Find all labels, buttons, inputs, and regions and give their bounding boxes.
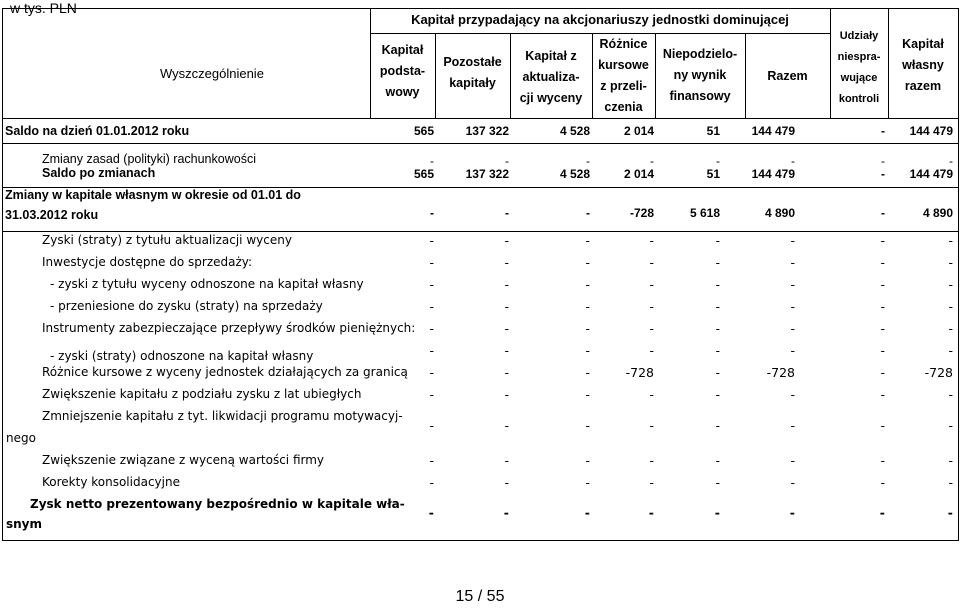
cell-value: - (650, 154, 654, 168)
cell-value: - (880, 418, 885, 433)
cell-value: - (649, 343, 654, 358)
column-header-line: ny wynik (673, 68, 727, 82)
cell-value: - (429, 453, 434, 468)
cell-value: - (504, 277, 509, 292)
cell-value: - (948, 321, 953, 336)
cell-value: - (880, 387, 885, 402)
cell-value: - (715, 418, 720, 433)
cell-value: - (948, 475, 953, 490)
cell-value: - (504, 387, 509, 402)
cell-value: - (948, 418, 953, 433)
row-label: Zwiększenie kapitału z podziału zysku z lat ubiegłych (42, 387, 362, 401)
cell-value: - (430, 154, 434, 168)
column-header-7 (830, 26, 888, 110)
cell-value: - (586, 206, 590, 220)
cell-value: 144 479 (751, 124, 795, 138)
cell-value: - (429, 233, 434, 248)
cell-value: - (504, 475, 509, 490)
column-header-line: wujące (840, 72, 878, 84)
page-number: 15 / 55 (455, 588, 505, 605)
cell-value: - (585, 475, 590, 490)
row-label: 31.03.2012 roku (5, 208, 99, 222)
cell-value: - (649, 277, 654, 292)
column-header-8 (888, 34, 958, 97)
cell-value: - (790, 418, 795, 433)
column-header-line: razem (904, 79, 942, 93)
column-header-line: Razem (767, 69, 808, 83)
cell-value: - (429, 365, 434, 380)
row-label: - zyski (straty) odnoszone na kapitał własny (50, 349, 314, 363)
row-label: nego (6, 431, 36, 445)
column-header-line: własny (902, 58, 944, 72)
cell-value: 565 (413, 124, 434, 138)
cell-value: - (584, 505, 590, 520)
cell-value: - (880, 453, 885, 468)
cell-value: 51 (706, 167, 720, 181)
cell-value: - (429, 418, 434, 433)
cell-value: - (429, 387, 434, 402)
cell-value: - (948, 387, 953, 402)
cell-value: - (949, 154, 953, 168)
cell-value: - (790, 233, 795, 248)
cell-value: - (585, 299, 590, 314)
cell-value: 2 014 (623, 167, 654, 181)
cell-value: -728 (766, 365, 795, 380)
cell-value: 4 528 (559, 124, 590, 138)
cell-value: - (585, 277, 590, 292)
column-header-line: kontroli (838, 93, 880, 105)
column-header-line: Niepodzielo- (662, 47, 738, 61)
row-label: Zwiększenie związane z wyceną wartości firmy (42, 453, 325, 467)
cell-value: - (948, 299, 953, 314)
cell-value: 2 014 (623, 124, 654, 138)
cell-value: - (790, 475, 795, 490)
row-label: Zysk netto prezentowany bezpośrednio w kapitale wła- (30, 497, 405, 511)
cell-value: - (649, 255, 654, 270)
cell-value: - (715, 277, 720, 292)
cell-value: - (715, 233, 720, 248)
column-header-line: cji wyceny (519, 91, 583, 105)
cell-value: - (649, 418, 654, 433)
cell-value: 137 322 (465, 124, 509, 138)
cell-value: - (948, 255, 953, 270)
row-label: Zyski (straty) z tytułu aktualizacji wyceny (42, 233, 292, 247)
cell-value: - (428, 505, 434, 520)
row-label: Saldo na dzień 01.01.2012 roku (5, 124, 190, 138)
cell-value: -728 (625, 365, 654, 380)
cell-value: - (715, 343, 720, 358)
cell-value: - (586, 154, 590, 168)
cell-value: 4 890 (764, 206, 795, 220)
cell-value: 144 479 (751, 167, 795, 181)
cell-value: - (715, 387, 720, 402)
header-bottom-border (2, 118, 958, 119)
cell-value: 137 322 (465, 167, 509, 181)
cell-value: - (715, 475, 720, 490)
cell-value: - (880, 321, 885, 336)
row-label: Zmniejszenie kapitału z tyt. likwidacji programu motywacyj- (42, 409, 403, 423)
cell-value: - (585, 343, 590, 358)
cell-value: - (880, 475, 885, 490)
cell-value: - (948, 277, 953, 292)
cell-value: - (429, 277, 434, 292)
cell-value: - (790, 277, 795, 292)
cell-value: - (947, 505, 953, 520)
cell-value: - (791, 154, 795, 168)
cell-value: - (948, 453, 953, 468)
column-header-line: Pozostałe (443, 55, 502, 69)
column-header-6 (745, 66, 830, 87)
cell-value: - (504, 233, 509, 248)
cell-value: - (585, 321, 590, 336)
cell-value: - (880, 365, 885, 380)
cell-value: - (790, 321, 795, 336)
cell-value: 144 479 (909, 124, 953, 138)
cell-value: -728 (924, 365, 953, 380)
cell-value: - (790, 255, 795, 270)
cell-value: - (881, 206, 885, 220)
column-header-line: niespra- (837, 51, 881, 63)
column-header-line: podsta- (379, 64, 426, 78)
column-header-4 (592, 34, 655, 118)
description-column-header: Wyszczególnienie (160, 66, 264, 81)
column-header-line: Udziały (839, 30, 879, 42)
cell-value: - (504, 343, 509, 358)
cell-value: 5 618 (689, 206, 720, 220)
cell-value: - (879, 505, 885, 520)
cell-value: - (880, 233, 885, 248)
cell-value: - (504, 299, 509, 314)
column-header-line: aktualiza- (522, 70, 580, 84)
row-label: Saldo po zmianach (42, 166, 156, 180)
cell-value: - (429, 343, 434, 358)
column-header-line: Różnice (599, 37, 648, 51)
cell-value: - (585, 453, 590, 468)
column-header-line: Kapitał (902, 37, 944, 51)
cell-value: - (585, 255, 590, 270)
cell-value: - (649, 233, 654, 248)
cell-value: - (716, 154, 720, 168)
cell-value: - (505, 206, 509, 220)
column-header-line: Kapitał (381, 43, 424, 57)
cell-value: - (504, 255, 509, 270)
cell-value: - (429, 475, 434, 490)
cell-value: - (430, 206, 434, 220)
row-label: Inwestycje dostępne do sprzedaży: (42, 255, 253, 269)
column-header-line: czenia (604, 100, 643, 114)
cell-value: - (948, 343, 953, 358)
cell-value: - (585, 233, 590, 248)
cell-value: - (649, 299, 654, 314)
cell-value: - (790, 453, 795, 468)
cell-value: - (585, 387, 590, 402)
cell-value: - (649, 387, 654, 402)
column-header-5 (655, 44, 745, 107)
cell-value: - (881, 124, 885, 138)
row-label: Instrumenty zabezpieczające przepływy środków pieniężnych: (42, 321, 416, 335)
cell-value: 4 890 (922, 206, 953, 220)
unit-label: w tys. PLN (10, 0, 77, 16)
cell-value: - (649, 475, 654, 490)
cell-value: - (429, 255, 434, 270)
row-label: - zyski z tytułu wyceny odnoszone na kapitał własny (50, 277, 364, 291)
cell-value: - (880, 277, 885, 292)
cell-value: 51 (706, 124, 720, 138)
row-label: Zmiany zasad (polityki) rachunkowości (42, 152, 256, 166)
column-header-2 (435, 52, 510, 94)
cell-value: - (880, 299, 885, 314)
cell-value: - (715, 255, 720, 270)
cell-value: - (505, 154, 509, 168)
row-divider (2, 231, 958, 232)
cell-value: - (585, 365, 590, 380)
cell-value: - (504, 453, 509, 468)
row-label: Korekty konsolidacyjne (42, 475, 180, 489)
cell-value: - (789, 505, 795, 520)
column-header-1 (370, 40, 435, 103)
row-label: Różnice kursowe z wyceny jednostek działających za granicą (42, 365, 408, 379)
cell-value: 144 479 (909, 167, 953, 181)
row-label: snym (6, 517, 43, 531)
cell-value: - (790, 299, 795, 314)
row-label: - przeniesione do zysku (straty) na sprzedaży (50, 299, 323, 313)
column-header-line: kursowe (598, 58, 649, 72)
cell-value: - (881, 167, 885, 181)
column-header-line: finansowy (669, 89, 731, 103)
cell-value: - (503, 505, 509, 520)
cell-value: - (880, 343, 885, 358)
cell-value: - (715, 299, 720, 314)
group-header: Kapitał przypadający na akcjonariuszy jednostki dominującej (411, 12, 789, 27)
cell-value: - (504, 418, 509, 433)
cell-value: - (715, 321, 720, 336)
cell-value: - (429, 321, 434, 336)
cell-value: - (790, 387, 795, 402)
cell-value: - (880, 255, 885, 270)
column-header-3 (510, 46, 592, 109)
cell-value: - (429, 299, 434, 314)
cell-value: - (715, 365, 720, 380)
column-header-line: wowy (385, 85, 420, 99)
cell-value: - (715, 453, 720, 468)
column-header-line: Kapitał z (525, 49, 577, 63)
cell-value: 4 528 (559, 167, 590, 181)
cell-value: -728 (629, 206, 654, 220)
cell-value: - (504, 321, 509, 336)
cell-value: - (504, 365, 509, 380)
cell-value: - (714, 505, 720, 520)
cell-value: 565 (413, 167, 434, 181)
row-label: Zmiany w kapitale własnym w okresie od 01.01 do (5, 188, 301, 202)
cell-value: - (790, 343, 795, 358)
row-divider (2, 143, 958, 144)
cell-value: - (649, 453, 654, 468)
column-header-line: kapitały (449, 76, 496, 90)
cell-value: - (649, 321, 654, 336)
cell-value: - (585, 418, 590, 433)
cell-value: - (881, 154, 885, 168)
cell-value: - (948, 233, 953, 248)
column-header-line: z przeli- (600, 79, 647, 93)
cell-value: - (648, 505, 654, 520)
